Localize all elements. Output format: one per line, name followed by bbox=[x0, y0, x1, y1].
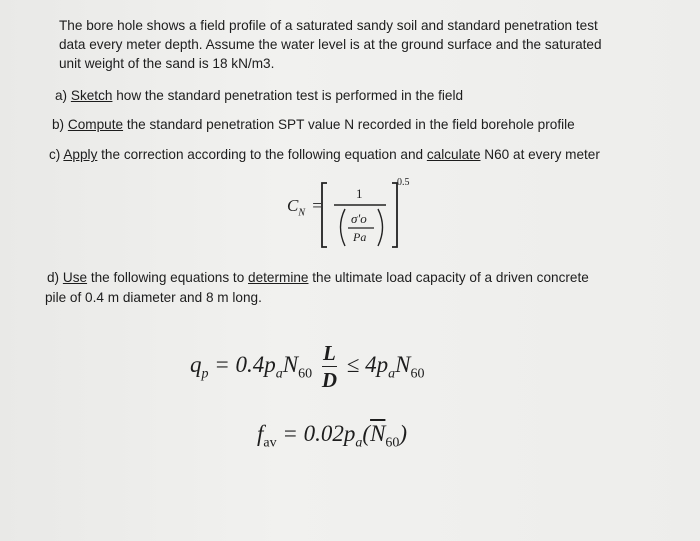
equation-fav bbox=[257, 421, 407, 452]
cn-inner-numerator: σ'o bbox=[351, 211, 367, 226]
item-c-verb: Apply bbox=[63, 147, 98, 162]
cn-inner-denominator: Pa bbox=[353, 230, 367, 244]
item-b-prefix: b) bbox=[52, 117, 68, 132]
cn-exponent: 0.5 bbox=[397, 177, 410, 188]
item-b-text: the standard penetration SPT value N recorded in the field borehole profile bbox=[123, 117, 575, 132]
item-a-prefix: a) bbox=[55, 88, 71, 103]
item-d-text: the following equations to bbox=[87, 270, 249, 285]
qp-lhs: $q_p$ bbox=[190, 351, 209, 382]
item-d-line-1 bbox=[47, 268, 589, 287]
cn-lhs: $C_N$ = bbox=[287, 196, 322, 219]
item-c-text-2: N60 at every meter bbox=[480, 147, 600, 162]
intro-line-1: The bore hole shows a field profile of a saturated sandy soil and standard penetration test bbox=[59, 18, 598, 33]
fav-lhs: $f_{av}$ bbox=[257, 421, 277, 451]
item-c-prefix: c) bbox=[49, 147, 64, 162]
fav-rhs: = $0.02p_a(\overline{N}_{60})$ bbox=[282, 421, 408, 451]
item-a-verb: Sketch bbox=[70, 88, 113, 103]
item-d-line-2: pile of 0.4 m diameter and 8 m long. bbox=[45, 290, 262, 305]
intro-line-3: unit weight of the sand is 18 kN/m3. bbox=[59, 56, 275, 71]
qp-middle: = $0.4p_aN_{60}$ bbox=[214, 351, 313, 382]
item-d-prefix: d) bbox=[47, 270, 63, 285]
item-a-text: how the standard penetration test is performed in the field bbox=[112, 88, 464, 103]
item-d-text-2: the ultimate load capacity of a driven concrete bbox=[308, 270, 589, 285]
equation-qp bbox=[190, 340, 425, 393]
qp-fraction-denominator: D bbox=[321, 368, 338, 392]
item-c-verb-2: calculate bbox=[426, 147, 481, 162]
qp-rhs: ≤ $4p_aN_{60}$ bbox=[346, 351, 425, 382]
intro-line-2: data every meter depth. Assume the water level is at the ground surface and the saturated bbox=[59, 37, 602, 52]
item-d-verb: Use bbox=[62, 270, 88, 285]
qp-fraction bbox=[322, 340, 337, 393]
item-c-text: the correction according to the following equation and bbox=[97, 147, 427, 162]
item-d-verb-2: determine bbox=[248, 270, 309, 285]
qp-fraction-numerator: L bbox=[323, 341, 336, 365]
cn-equals: = bbox=[312, 196, 322, 215]
item-b-verb: Compute bbox=[67, 117, 124, 132]
cn-numerator: 1 bbox=[356, 186, 363, 201]
